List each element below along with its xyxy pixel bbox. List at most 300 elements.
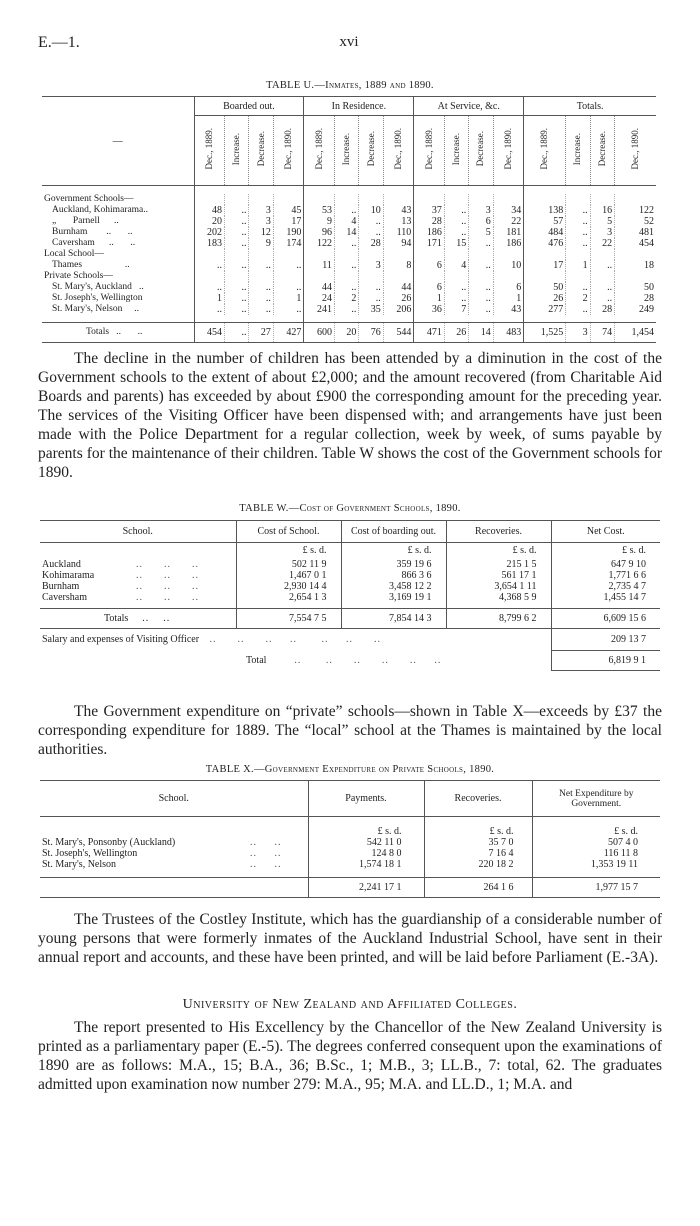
table-row	[40, 848, 660, 859]
sub-col-header: Dec., 1889.	[194, 116, 225, 186]
sub-col-header: Dec., 1890.	[383, 116, 414, 186]
cell-empty	[566, 194, 590, 205]
cell-value: ..	[225, 304, 249, 315]
cell-value: 1	[566, 260, 590, 271]
school-name: St. Mary's, Nelson .. ..	[40, 859, 308, 870]
sub-col-header: Dec., 1889.	[414, 116, 445, 186]
paragraph-costley: The Trustees of the Costley Institute, which has the guardianship of a considerable number of young persons that were formerly inmates of the Auckland Industrial School, have sent in their annual report and accounts, and these have been printed, and will be laid before Parliament (E.-3A).	[38, 911, 662, 966]
grand-total-net: 6,819 9 1	[551, 651, 660, 671]
sub-col-header: Dec., 1889.	[304, 116, 335, 186]
cell-value: ..	[225, 227, 249, 238]
cell-empty	[414, 194, 445, 205]
table-row	[40, 581, 660, 592]
col-header-net: Net Cost.	[586, 526, 625, 537]
spacer-row	[42, 315, 656, 323]
table-row	[40, 837, 660, 848]
total-net: 1,977 15 7	[595, 882, 638, 893]
cell-value: 1,525	[524, 323, 566, 343]
cell-value: 36	[414, 304, 445, 315]
cell-value: ..	[590, 293, 614, 304]
cell-value: 17	[524, 260, 566, 271]
total-boarding: 7,854 14 3	[341, 609, 446, 629]
table-row	[40, 570, 660, 581]
net-expenditure: 1,353 19 11	[590, 858, 638, 870]
cell-empty	[249, 194, 273, 205]
row-label: Thames ..	[42, 260, 194, 271]
cell-value: 26	[383, 293, 414, 304]
cell-value: 3	[359, 260, 383, 271]
cell-value: 5	[469, 227, 493, 238]
cell-empty	[273, 249, 304, 260]
col-header-payments: Payments.	[308, 781, 424, 817]
cell-value: 26	[524, 293, 566, 304]
cell-value: 206	[383, 304, 414, 315]
cell-value: 44	[304, 282, 335, 293]
cell-value: 174	[273, 238, 304, 249]
sub-col-header: Decrease.	[590, 116, 614, 186]
col-header-cost: Cost of School.	[236, 521, 341, 543]
cost-of-school: 502 11 9	[236, 559, 341, 570]
section-row	[42, 194, 656, 205]
grand-total-row: Total .. .. .. .. .. ..	[246, 655, 442, 666]
cell-value: ..	[590, 282, 614, 293]
cell-value: ..	[444, 216, 468, 227]
cell-empty	[469, 194, 493, 205]
sub-col-header: Increase.	[225, 116, 249, 186]
cell-value: ..	[469, 238, 493, 249]
cell-value: 2	[566, 293, 590, 304]
cell-value: 50	[524, 282, 566, 293]
table-row	[42, 304, 656, 315]
cell-value: ..	[444, 293, 468, 304]
cell-value: 52	[615, 216, 656, 227]
cell-value: 186	[414, 227, 445, 238]
cost-of-boarding: 3,169 19 1	[341, 592, 446, 603]
cell-value: 28	[590, 304, 614, 315]
report-code: E.—1.	[38, 34, 80, 51]
cell-value: ..	[566, 205, 590, 216]
cell-value: ..	[566, 238, 590, 249]
cell-value: 4	[444, 260, 468, 271]
total-cost: 7,554 7 5	[236, 609, 341, 629]
recoveries: 7 16 4	[424, 848, 532, 859]
lsd-label: £ s. d.	[614, 825, 638, 837]
cell-value: 14	[469, 323, 493, 343]
cell-value: 28	[414, 216, 445, 227]
cell-value: 45	[273, 205, 304, 216]
table-u	[42, 96, 656, 343]
net-cost: 1,771 6 6	[608, 569, 646, 581]
table-row	[42, 238, 656, 249]
row-label: Burnham .. ..	[42, 227, 194, 238]
school-name: St. Mary's, Ponsonby (Auckland) .. ..	[40, 837, 308, 848]
sub-col-header: Increase.	[444, 116, 468, 186]
recoveries: 215 1 5	[446, 559, 551, 570]
cell-value: 37	[414, 205, 445, 216]
cell-value: 6	[414, 260, 445, 271]
cell-empty	[590, 194, 614, 205]
cell-value: 171	[414, 238, 445, 249]
cell-value: ..	[225, 260, 249, 271]
cell-value: ..	[359, 227, 383, 238]
cell-value: ..	[590, 260, 614, 271]
row-label: Auckland, Kohimarama..	[42, 205, 194, 216]
table-u-caption: TABLE U.—Inmates, 1889 and 1890.	[266, 80, 434, 91]
cell-value: ..	[249, 260, 273, 271]
cell-value: 181	[493, 227, 524, 238]
school-name: St. Joseph's, Wellington .. ..	[40, 848, 308, 859]
cell-value: 484	[524, 227, 566, 238]
cell-empty	[590, 271, 614, 282]
table-row	[40, 559, 660, 570]
paragraph-university: The report presented to His Excellency by the Chancellor of the New Zealand University is printed as a parliamentary paper (E.-5). The degrees conferred consequent upon the examinations of 1890 are as follows: M.A., 15; B.A., 36; B.Sc., 1; M.B., 3; LL.B., 7: total, 62. The graduates admitted upon examination now number 279: M.A., 95; M.A. and LL.D., 1; M.A. and	[38, 1019, 662, 1093]
cell-empty	[225, 194, 249, 205]
cell-empty	[566, 271, 590, 282]
cell-value: 544	[383, 323, 414, 343]
cell-value: ..	[334, 238, 358, 249]
cell-value: 600	[304, 323, 335, 343]
cell-value: 1,454	[615, 323, 656, 343]
cell-value: ..	[566, 282, 590, 293]
cell-value: 186	[493, 238, 524, 249]
lsd-label: £ s. d.	[446, 543, 551, 559]
cell-value: 20	[194, 216, 225, 227]
cell-value: 454	[615, 238, 656, 249]
cell-empty	[590, 249, 614, 260]
cell-value: 94	[383, 238, 414, 249]
cell-empty	[304, 271, 335, 282]
table-row	[42, 293, 656, 304]
row-label: St. Mary's, Nelson ..	[42, 304, 194, 315]
lsd-label: £ s. d.	[424, 817, 532, 837]
row-label: Caversham .. ..	[42, 238, 194, 249]
cell-value: 22	[493, 216, 524, 227]
cell-value: 22	[590, 238, 614, 249]
cost-of-school: 2,930 14 4	[236, 581, 341, 592]
cell-empty	[249, 271, 273, 282]
row-label: „ Parnell ..	[42, 216, 194, 227]
cell-value: 7	[444, 304, 468, 315]
salary-row: Salary and expenses of Visiting Officer .. .. .. .. .. .. ..	[42, 634, 382, 646]
cell-value: ..	[359, 293, 383, 304]
cell-value: 43	[383, 205, 414, 216]
cell-value: 138	[524, 205, 566, 216]
cell-value: 17	[273, 216, 304, 227]
cell-value: ..	[225, 282, 249, 293]
cell-value: 48	[194, 205, 225, 216]
cell-value: ..	[225, 323, 249, 343]
cell-value: 6	[414, 282, 445, 293]
net-expenditure: 116 11 8	[603, 847, 638, 859]
cell-value: ..	[225, 293, 249, 304]
cell-value: 190	[273, 227, 304, 238]
sub-col-header: Dec., 1890.	[493, 116, 524, 186]
cell-value: 9	[249, 238, 273, 249]
cell-value: ..	[469, 304, 493, 315]
cell-value: ..	[334, 260, 358, 271]
cell-value: 43	[493, 304, 524, 315]
cell-value: 183	[194, 238, 225, 249]
totals-label: Totals .. ..	[40, 609, 236, 629]
sub-col-header: Decrease.	[469, 116, 493, 186]
cell-value: ..	[225, 205, 249, 216]
sub-col-header: Increase.	[334, 116, 358, 186]
cell-value: 50	[615, 282, 656, 293]
cell-empty	[615, 249, 656, 260]
col-header-net-expenditure: Net Expenditure by Government.	[559, 788, 634, 809]
sub-col-header: Increase.	[566, 116, 590, 186]
cell-value: 53	[304, 205, 335, 216]
cell-value: ..	[225, 216, 249, 227]
cell-value: ..	[566, 216, 590, 227]
cell-value: ..	[249, 282, 273, 293]
cell-value: 76	[359, 323, 383, 343]
cell-value: 241	[304, 304, 335, 315]
cell-value: 1	[493, 293, 524, 304]
cell-value: ..	[334, 304, 358, 315]
recoveries: 561 17 1	[446, 570, 551, 581]
cell-empty	[493, 194, 524, 205]
page-number: xvi	[339, 34, 359, 50]
cell-value: 471	[414, 323, 445, 343]
cell-empty	[194, 271, 225, 282]
cell-value: 57	[524, 216, 566, 227]
cell-value: 3	[249, 216, 273, 227]
cell-empty	[566, 249, 590, 260]
net-cost: 2,735 4 7	[608, 580, 646, 592]
cell-value: ..	[273, 282, 304, 293]
cell-empty	[615, 271, 656, 282]
cell-empty	[194, 194, 225, 205]
lsd-label: £ s. d.	[622, 545, 646, 557]
school-name: Auckland .. .. ..	[40, 559, 236, 570]
cell-value: 28	[615, 293, 656, 304]
row-label: St. Joseph's, Wellington	[42, 293, 194, 304]
school-name: Burnham .. .. ..	[40, 581, 236, 592]
cell-empty	[249, 249, 273, 260]
table-x-caption: TABLE X.—Government Expenditure on Private Schools, 1890.	[205, 764, 495, 775]
cell-empty	[225, 249, 249, 260]
cell-value: 4	[334, 216, 358, 227]
table-row	[42, 227, 656, 238]
cell-value: 44	[383, 282, 414, 293]
cell-value: 5	[590, 216, 614, 227]
section-heading: University of New Zealand and Affiliated Colleges.	[182, 997, 518, 1012]
cell-value: 3	[249, 205, 273, 216]
cell-value: ..	[566, 304, 590, 315]
cost-of-boarding: 3,458 12 2	[341, 581, 446, 592]
cell-empty	[524, 271, 566, 282]
row-label: St. Mary's, Auckland ..	[42, 282, 194, 293]
cell-value: ..	[194, 282, 225, 293]
section-row	[42, 249, 656, 260]
cell-value: 28	[359, 238, 383, 249]
total-recoveries: 264 1 6	[424, 878, 532, 898]
col-header-boarding: Cost of boarding out.	[341, 521, 446, 543]
cell-value: ..	[225, 238, 249, 249]
cell-value: ..	[469, 260, 493, 271]
cell-value: ..	[444, 205, 468, 216]
table-row	[42, 282, 656, 293]
cell-empty	[194, 249, 225, 260]
cell-value: ..	[469, 293, 493, 304]
cell-empty	[524, 194, 566, 205]
sub-col-header: Dec., 1889.	[524, 116, 566, 186]
payments: 124 8 0	[308, 848, 424, 859]
group-header: Totals.	[524, 97, 656, 116]
cell-value: 122	[615, 205, 656, 216]
table-row	[42, 205, 656, 216]
cell-value: 20	[334, 323, 358, 343]
cell-value: 6	[469, 216, 493, 227]
cell-empty	[225, 271, 249, 282]
page-header	[38, 34, 660, 54]
cell-empty	[383, 194, 414, 205]
cell-value: 15	[444, 238, 468, 249]
cell-value: ..	[444, 227, 468, 238]
cell-value: ..	[249, 293, 273, 304]
lsd-label: £ s. d.	[236, 543, 341, 559]
cell-value: 34	[493, 205, 524, 216]
cell-empty	[359, 249, 383, 260]
cell-value: 1	[194, 293, 225, 304]
cell-empty	[469, 249, 493, 260]
cell-value: 12	[249, 227, 273, 238]
cost-of-school: 1,467 0 1	[236, 570, 341, 581]
cell-value: 110	[383, 227, 414, 238]
cell-value: 483	[493, 323, 524, 343]
cell-value: 3	[566, 323, 590, 343]
table-row	[40, 859, 660, 870]
paragraph-decline: The decline in the number of children has been attended by a diminution in the cost of the Government schools to the extent of about £2,000; and the amount recovered (from Charitable Aid Boards and parents) has exceeded by about £900 the corresponding amount for the preceding year. The services of the Visiting Officer have been dispensed with; and arrangements have just been made with the Police Department for a regular collection, week by week, of sums payable by parents for the maintenance of their children. Table W shows the cost of the Government schools for 1890.	[38, 350, 662, 481]
cell-empty	[414, 271, 445, 282]
cell-value: 249	[615, 304, 656, 315]
cell-value: 8	[383, 260, 414, 271]
cell-empty	[615, 194, 656, 205]
cell-empty	[334, 271, 358, 282]
spacer-row	[40, 870, 660, 878]
cell-empty	[359, 194, 383, 205]
cell-value: ..	[359, 282, 383, 293]
group-header: Boarded out.	[194, 97, 304, 116]
cell-value: ..	[359, 216, 383, 227]
cell-value: 481	[615, 227, 656, 238]
table-w	[40, 520, 660, 671]
net-cost: 647 9 10	[611, 558, 646, 570]
cell-value: 476	[524, 238, 566, 249]
group-header: In Residence.	[304, 97, 414, 116]
cell-value: 9	[304, 216, 335, 227]
net-expenditure: 507 4 0	[608, 836, 638, 848]
school-name: Kohimarama .. .. ..	[40, 570, 236, 581]
cell-value: 24	[304, 293, 335, 304]
table-w-caption: TABLE W.—Cost of Government Schools, 1890.	[239, 503, 461, 514]
cell-empty	[444, 194, 468, 205]
cell-value: ..	[273, 260, 304, 271]
salary-net: 209 13 7	[551, 629, 660, 651]
col-header-recoveries: Recoveries.	[446, 521, 551, 543]
recoveries: 220 18 2	[424, 859, 532, 870]
recoveries: 35 7 0	[424, 837, 532, 848]
lsd-label: £ s. d.	[341, 543, 446, 559]
paragraph-private-expenditure: The Government expenditure on “private” schools—shown in Table X—exceeds by £37 the corresponding expenditure for 1889. The “local” school at the Thames is maintained by the local authorities.	[38, 703, 662, 758]
cell-value: ..	[194, 304, 225, 315]
group-header: At Service, &c.	[414, 97, 524, 116]
spacer-row	[42, 186, 656, 194]
cell-empty	[493, 249, 524, 260]
cell-value: 35	[359, 304, 383, 315]
cost-of-school: 2,654 1 3	[236, 592, 341, 603]
row-label: Totals .. ..	[42, 323, 194, 343]
row-label: Local School—	[42, 249, 194, 260]
cell-value: 277	[524, 304, 566, 315]
cell-empty	[334, 249, 358, 260]
payments: 1,574 18 1	[308, 859, 424, 870]
cell-empty	[304, 249, 335, 260]
col-header-recoveries: Recoveries.	[424, 781, 532, 817]
sub-col-header: Dec., 1890.	[615, 116, 656, 186]
cell-value: 11	[304, 260, 335, 271]
cell-value: 454	[194, 323, 225, 343]
section-row	[42, 271, 656, 282]
cell-value: 16	[590, 205, 614, 216]
cell-value: 27	[249, 323, 273, 343]
col-header-school: School.	[40, 781, 308, 817]
school-name: Caversham .. .. ..	[40, 592, 236, 603]
cell-empty	[493, 271, 524, 282]
cell-empty	[334, 194, 358, 205]
cell-empty	[524, 249, 566, 260]
cell-value: 3	[590, 227, 614, 238]
cell-empty	[359, 271, 383, 282]
cell-empty	[304, 194, 335, 205]
cell-value: 13	[383, 216, 414, 227]
cell-empty	[383, 249, 414, 260]
totals-row	[42, 323, 656, 343]
payments: 542 11 0	[308, 837, 424, 848]
table-u-corner: —	[42, 97, 194, 186]
cell-value: ..	[334, 205, 358, 216]
cell-empty	[273, 194, 304, 205]
cell-value: ..	[273, 304, 304, 315]
cell-value: ..	[249, 304, 273, 315]
cell-empty	[444, 271, 468, 282]
cell-empty	[273, 271, 304, 282]
total-payments: 2,241 17 1	[308, 878, 424, 898]
table-x	[40, 780, 660, 898]
cost-of-boarding: 359 19 6	[341, 559, 446, 570]
table-row	[40, 592, 660, 603]
cell-value: 18	[615, 260, 656, 271]
recoveries: 3,654 1 11	[446, 581, 551, 592]
net-cost: 1,455 14 7	[603, 591, 646, 603]
cell-value: 10	[493, 260, 524, 271]
cell-value: 202	[194, 227, 225, 238]
cell-value: ..	[444, 282, 468, 293]
total-recoveries: 8,799 6 2	[446, 609, 551, 629]
col-header-school: School.	[40, 521, 236, 543]
cell-value: 427	[273, 323, 304, 343]
cell-value: ..	[566, 227, 590, 238]
cell-empty	[469, 271, 493, 282]
total-net: 6,609 15 6	[603, 613, 646, 624]
cell-value: ..	[469, 282, 493, 293]
cell-value: 74	[590, 323, 614, 343]
table-row	[42, 216, 656, 227]
cell-empty	[444, 249, 468, 260]
cell-empty	[383, 271, 414, 282]
cell-value: 2	[334, 293, 358, 304]
